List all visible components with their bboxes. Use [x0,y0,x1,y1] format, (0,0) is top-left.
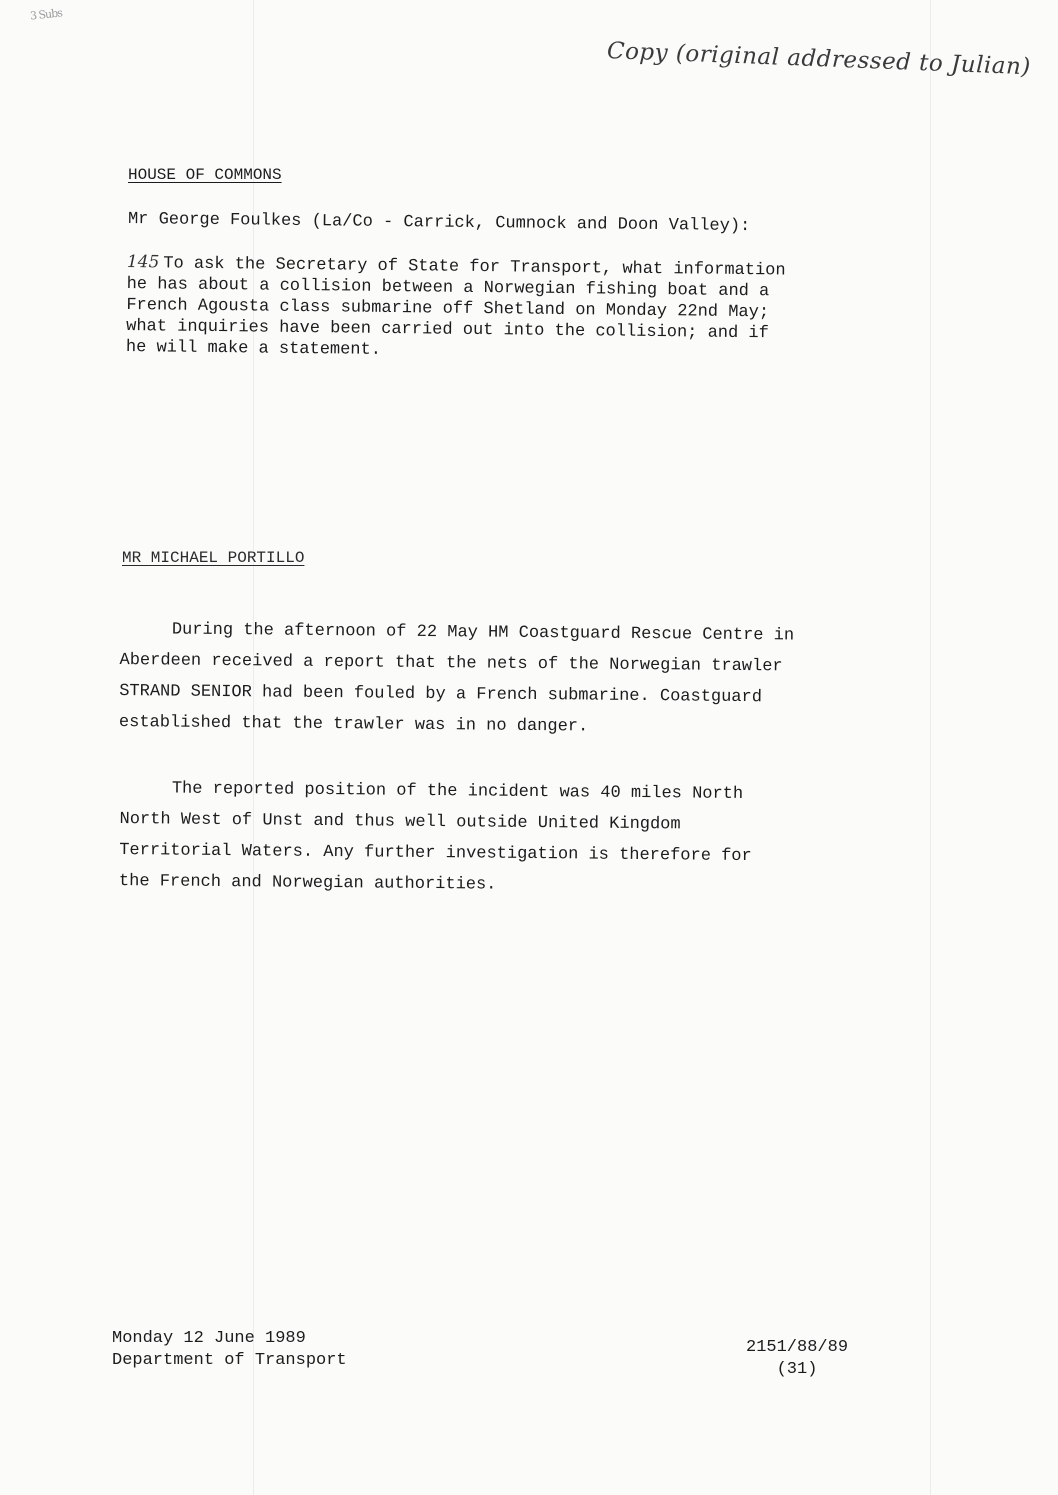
question-number: 145 [126,252,160,273]
answer-paragraph [119,614,970,746]
question-line: he has about a collision between a Norwegian fishing boat and a [126,274,770,302]
footer-right [746,1337,848,1381]
answer-line: Aberdeen received a report that the nets of the Norwegian trawler [119,650,783,677]
house-heading: HOUSE OF COMMONS [128,166,282,184]
footer-date: Monday 12 June 1989 [112,1329,306,1348]
answer-line: North West of Unst and thus well outside United Kingdom [119,809,681,835]
answer-line: the French and Norwegian authorities. [118,871,497,895]
answer-line: established that the trawler was in no danger. [118,712,589,737]
handwritten-note: Copy (original addressed to Julian) [606,38,1032,81]
scan-line [930,0,931,1495]
answer-line: During the afternoon of 22 May HM Coastguard Rescue Centre in [171,620,795,646]
answer-paragraph [119,773,970,905]
footer-reference: 2151/88/89 [746,1338,849,1357]
question-line: French Agousta class submarine off Shetland on Monday 22nd May; [126,295,770,323]
question-line: 145 To ask the Secretary of State for Transport, what information [126,252,786,281]
footer-department: Department of Transport [112,1351,347,1370]
asker-line: Mr George Foulkes (La/Co - Carrick, Cumnock and Doon Valley): [127,210,751,237]
minister-heading: MR MICHAEL PORTILLO [122,549,305,567]
question-line: he will make a statement. [125,337,382,360]
footer-page-number: (31) [776,1360,818,1379]
answer-line: The reported position of the incident was 40 miles North [171,779,744,804]
question-block [126,252,977,368]
answer-line: Territorial Waters. Any further investigation is therefore for [119,840,752,867]
corner-scribble: 3 Subs [29,6,63,23]
answer-line: STRAND SENIOR had been fouled by a French submarine. Coastguard [119,681,763,708]
question-line: what inquiries have been carried out into the collision; and if [126,316,769,344]
footer-left [112,1328,347,1372]
